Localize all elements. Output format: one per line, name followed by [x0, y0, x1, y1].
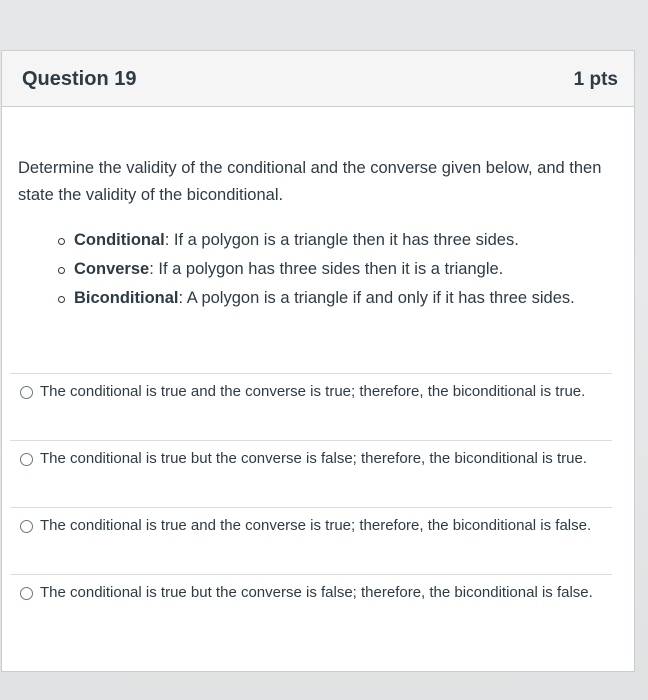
statement-text: If a polygon has three sides then it is a triangle.: [158, 260, 504, 278]
answer-option-3[interactable]: [10, 507, 612, 574]
statement-converse: Converse: If a polygon has three sides then it is a triangle.: [60, 255, 600, 284]
radio-button[interactable]: [20, 520, 33, 533]
radio-button[interactable]: [20, 386, 33, 399]
question-prompt: Determine the validity of the conditional and the converse given below, and then state the validity of the biconditional.: [18, 159, 602, 204]
statement-list: [60, 226, 600, 313]
question-points: 1 pts: [573, 69, 618, 90]
answer-label[interactable]: The conditional is true and the converse is true; therefore, the biconditional is true.: [40, 383, 586, 400]
statement-text: If a polygon is a triangle then it has three sides.: [173, 231, 519, 249]
answer-label[interactable]: The conditional is true but the converse is false; therefore, the biconditional is false.: [40, 584, 593, 601]
bullet-icon: [58, 296, 65, 303]
answer-label[interactable]: The conditional is true and the converse is true; therefore, the biconditional is false.: [40, 517, 592, 534]
answer-list: [10, 373, 612, 641]
question-header: [2, 51, 634, 107]
answer-label[interactable]: The conditional is true but the converse is false; therefore, the biconditional is true.: [40, 450, 587, 467]
statement-term: Biconditional: [74, 289, 179, 307]
statement-term: Conditional: [74, 231, 165, 249]
answer-option-4[interactable]: [10, 574, 612, 641]
radio-button[interactable]: [20, 587, 33, 600]
statement-conditional: Conditional: If a polygon is a triangle then it has three sides.: [60, 226, 600, 255]
question-card: [1, 50, 635, 672]
statement-biconditional: Biconditional: A polygon is a triangle if and only if it has three sides.: [60, 284, 600, 313]
statement-term: Converse: [74, 260, 150, 278]
answer-option-2[interactable]: [10, 440, 612, 507]
bullet-icon: [58, 238, 65, 245]
statement-text: A polygon is a triangle if and only if it has three sides.: [186, 289, 575, 307]
question-title: Question 19: [22, 68, 137, 90]
answer-option-1[interactable]: [10, 373, 612, 440]
radio-button[interactable]: [20, 453, 33, 466]
bullet-icon: [58, 267, 65, 274]
